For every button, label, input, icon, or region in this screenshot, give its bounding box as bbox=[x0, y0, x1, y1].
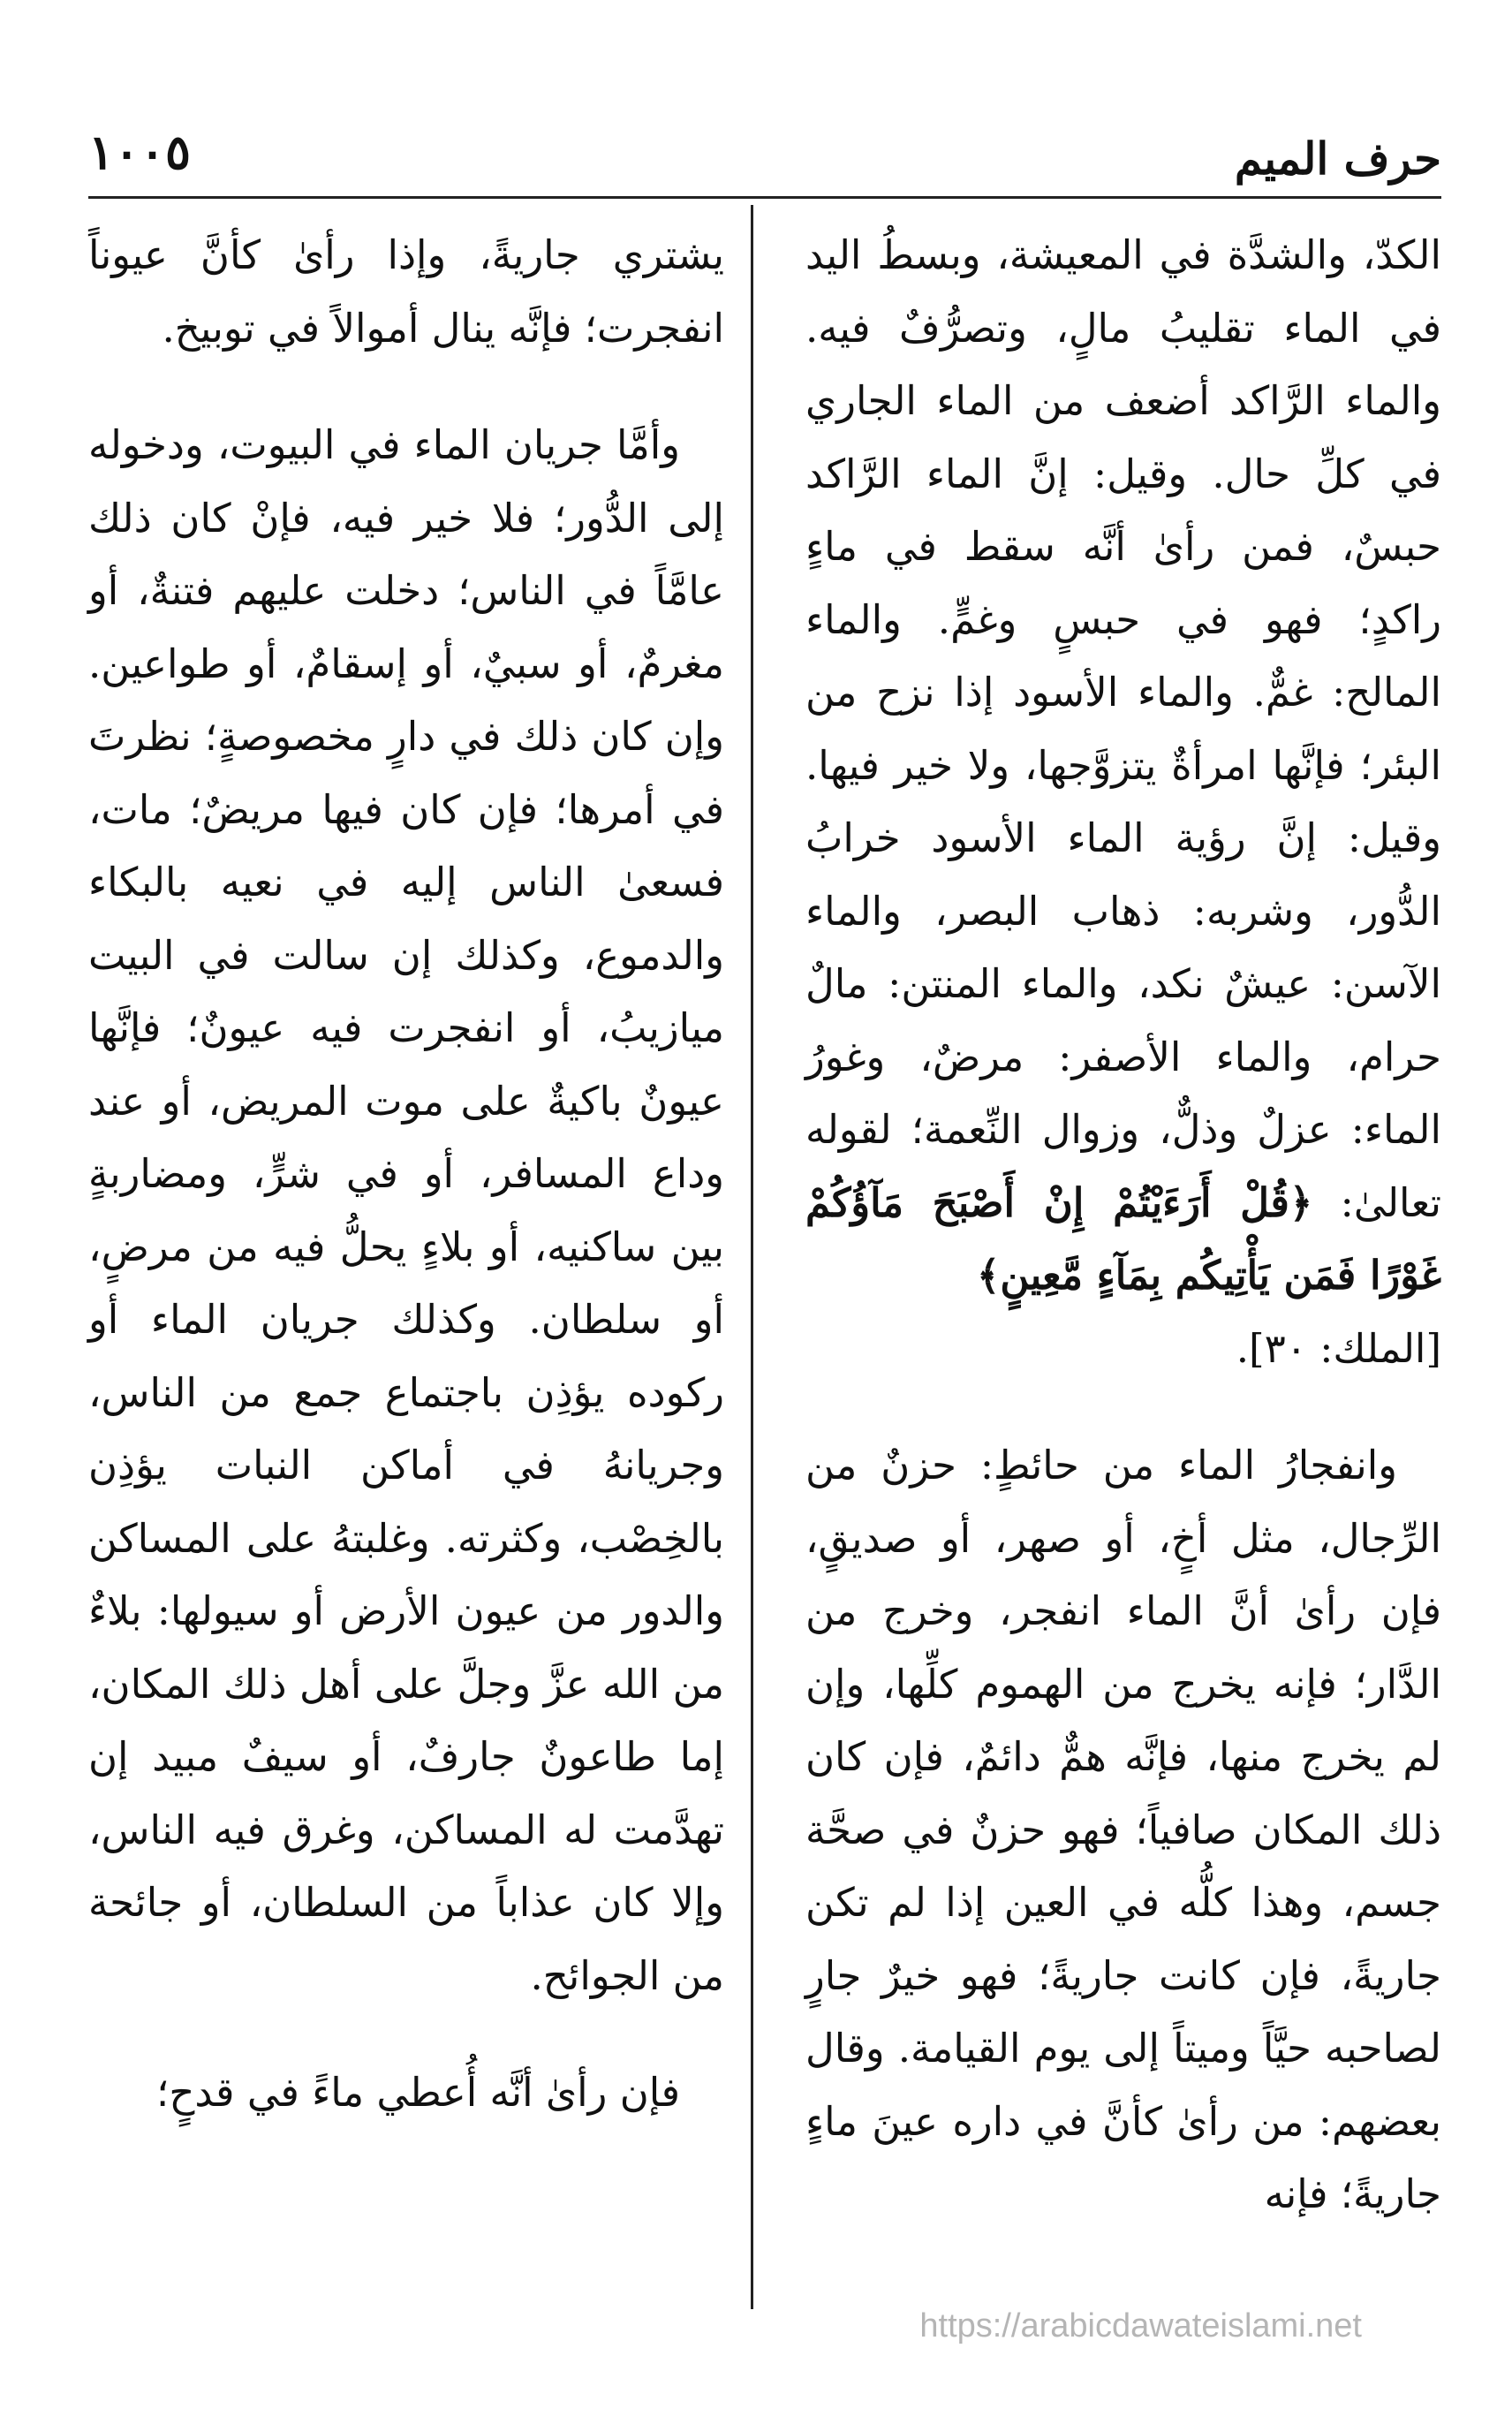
paragraph: وأمَّا جريان الماء في البيوت، ودخوله إلى الدُّور؛ فلا خير فيه، فإنْ كان ذلك عامَّاً في الناس؛ دخلت عليهم فتنةٌ، أو مغرمٌ، أو سبيٌ، أو إسقامٌ، أو طواعين. وإن كان ذلك في دارٍ مخصوصةٍ؛ نظرتَ في أمرها؛ فإن كان فيها مريضٌ؛ مات، فسعىٰ الناس إليه في نعيه بالبكاء والدموع، وكذلك إن سالت في البيت ميازيبُ، أو انفجرت فيه عيونٌ؛ فإنَّها عيونٌ باكيةٌ على موت المريض، أو عند وداع المسافر، أو في شرٍّ، ومضاربةٍ بين ساكنيه، أو بلاءٍ يحلُّ فيه من مرضٍ، أو سلطان. وكذلك جريان الماء أو ركوده يؤذِن باجتماع جمع من الناس، وجريانهُ في أماكن النبات يؤذِن بالخِصْب، وكثرته. وغلبتهُ على المساكن والدور من عيون الأرض أو سيولها: بلاءٌ من الله عزَّ وجلَّ على أهل ذلك المكان، إما طاعونٌ جارفٌ، أو سيفٌ مبيد إن تهدَّمت له المساكن، وغرق فيه الناس، وإلا كان عذاباً من السلطان، أو جائحة من الجوائح. bbox=[88, 421, 724, 1999]
page-header bbox=[88, 115, 1441, 186]
watermark-url: https://arabicdawateislami.net bbox=[919, 2307, 1362, 2344]
header-rule bbox=[88, 196, 1441, 199]
column-divider bbox=[751, 205, 753, 2309]
paragraph-text: الكدّ، والشدَّة في المعيشة، وبسطُ اليد في الماء تقليبُ مالٍ، وتصرُّفٌ فيه. والماء الرَّاكد أضعف من الماء الجاري في كلِّ حال. وقيل: إنَّ الماء الرَّاكد حبسٌ، فمن رأىٰ أنَّه سقط في ماءٍ راكدٍ؛ فهو في حبسٍ وغمٍّ. والماء المالح: غمٌّ. والماء الأسود إذا نزح من البئر؛ فإنَّها امرأةٌ يتزوَّجها، ولا خير فيها. وقيل: إنَّ رؤية الماء الأسود خرابُ الدُّور، وشربه: ذهاب البصر، والماء الآسن: عيشٌ نكد، والماء المنتن: مالٌ حرام، والماء الأصفر: مرضٌ، وغورُ الماء: عزلٌ وذلٌّ، وزوال النِّعمة؛ لقوله تعالىٰ: bbox=[805, 231, 1441, 1226]
paragraph: يشتري جاريةً، وإذا رأىٰ كأنَّ عيوناً انفجرت؛ فإنَّه ينال أموالاً في توبيخ. bbox=[88, 231, 724, 352]
left-column bbox=[88, 219, 724, 2291]
verse-citation: [الملك: ٣٠]. bbox=[1236, 1324, 1441, 1372]
right-column bbox=[805, 219, 1441, 2291]
running-title: حرف الميم bbox=[1234, 133, 1441, 185]
quran-verse: ﴿قُلْ أَرَءَيْتُمْ إِنْ أَصْبَحَ مَآؤُكُمْ غَوْرًا فَمَن يَأْتِيكُم بِمَآءٍ مَّعِينٍ﴾ bbox=[805, 1178, 1441, 1299]
paragraph bbox=[805, 219, 1441, 1385]
paragraph: فإن رأىٰ أنَّه أُعطي ماءً في قدحٍ؛ bbox=[156, 2069, 680, 2116]
page-number: ١٠٠٥ bbox=[88, 124, 192, 180]
paragraph: وانفجارُ الماء من حائطٍ: حزنٌ من الرِّجال، مثل أخٍ، أو صهر، أو صديقٍ، فإن رأىٰ أنَّ الماء انفجر، وخرج من الدَّار؛ فإنه يخرج من الهموم كلِّها، وإن لم يخرج منها، فإنَّه همٌّ دائمٌ، فإن كان ذلك المكان صافياً؛ فهو حزنٌ في صحَّة جسم، وهذا كلُّه في العين إذا لم تكن جاريةً، فإن كانت جاريةً؛ فهو خيرٌ جارٍ لصاحبه حيَّاً وميتاً إلى يوم القيامة. وقال بعضهم: من رأىٰ كأنَّ في داره عينَ ماءٍ جاريةً؛ فإنه bbox=[805, 1442, 1441, 2217]
